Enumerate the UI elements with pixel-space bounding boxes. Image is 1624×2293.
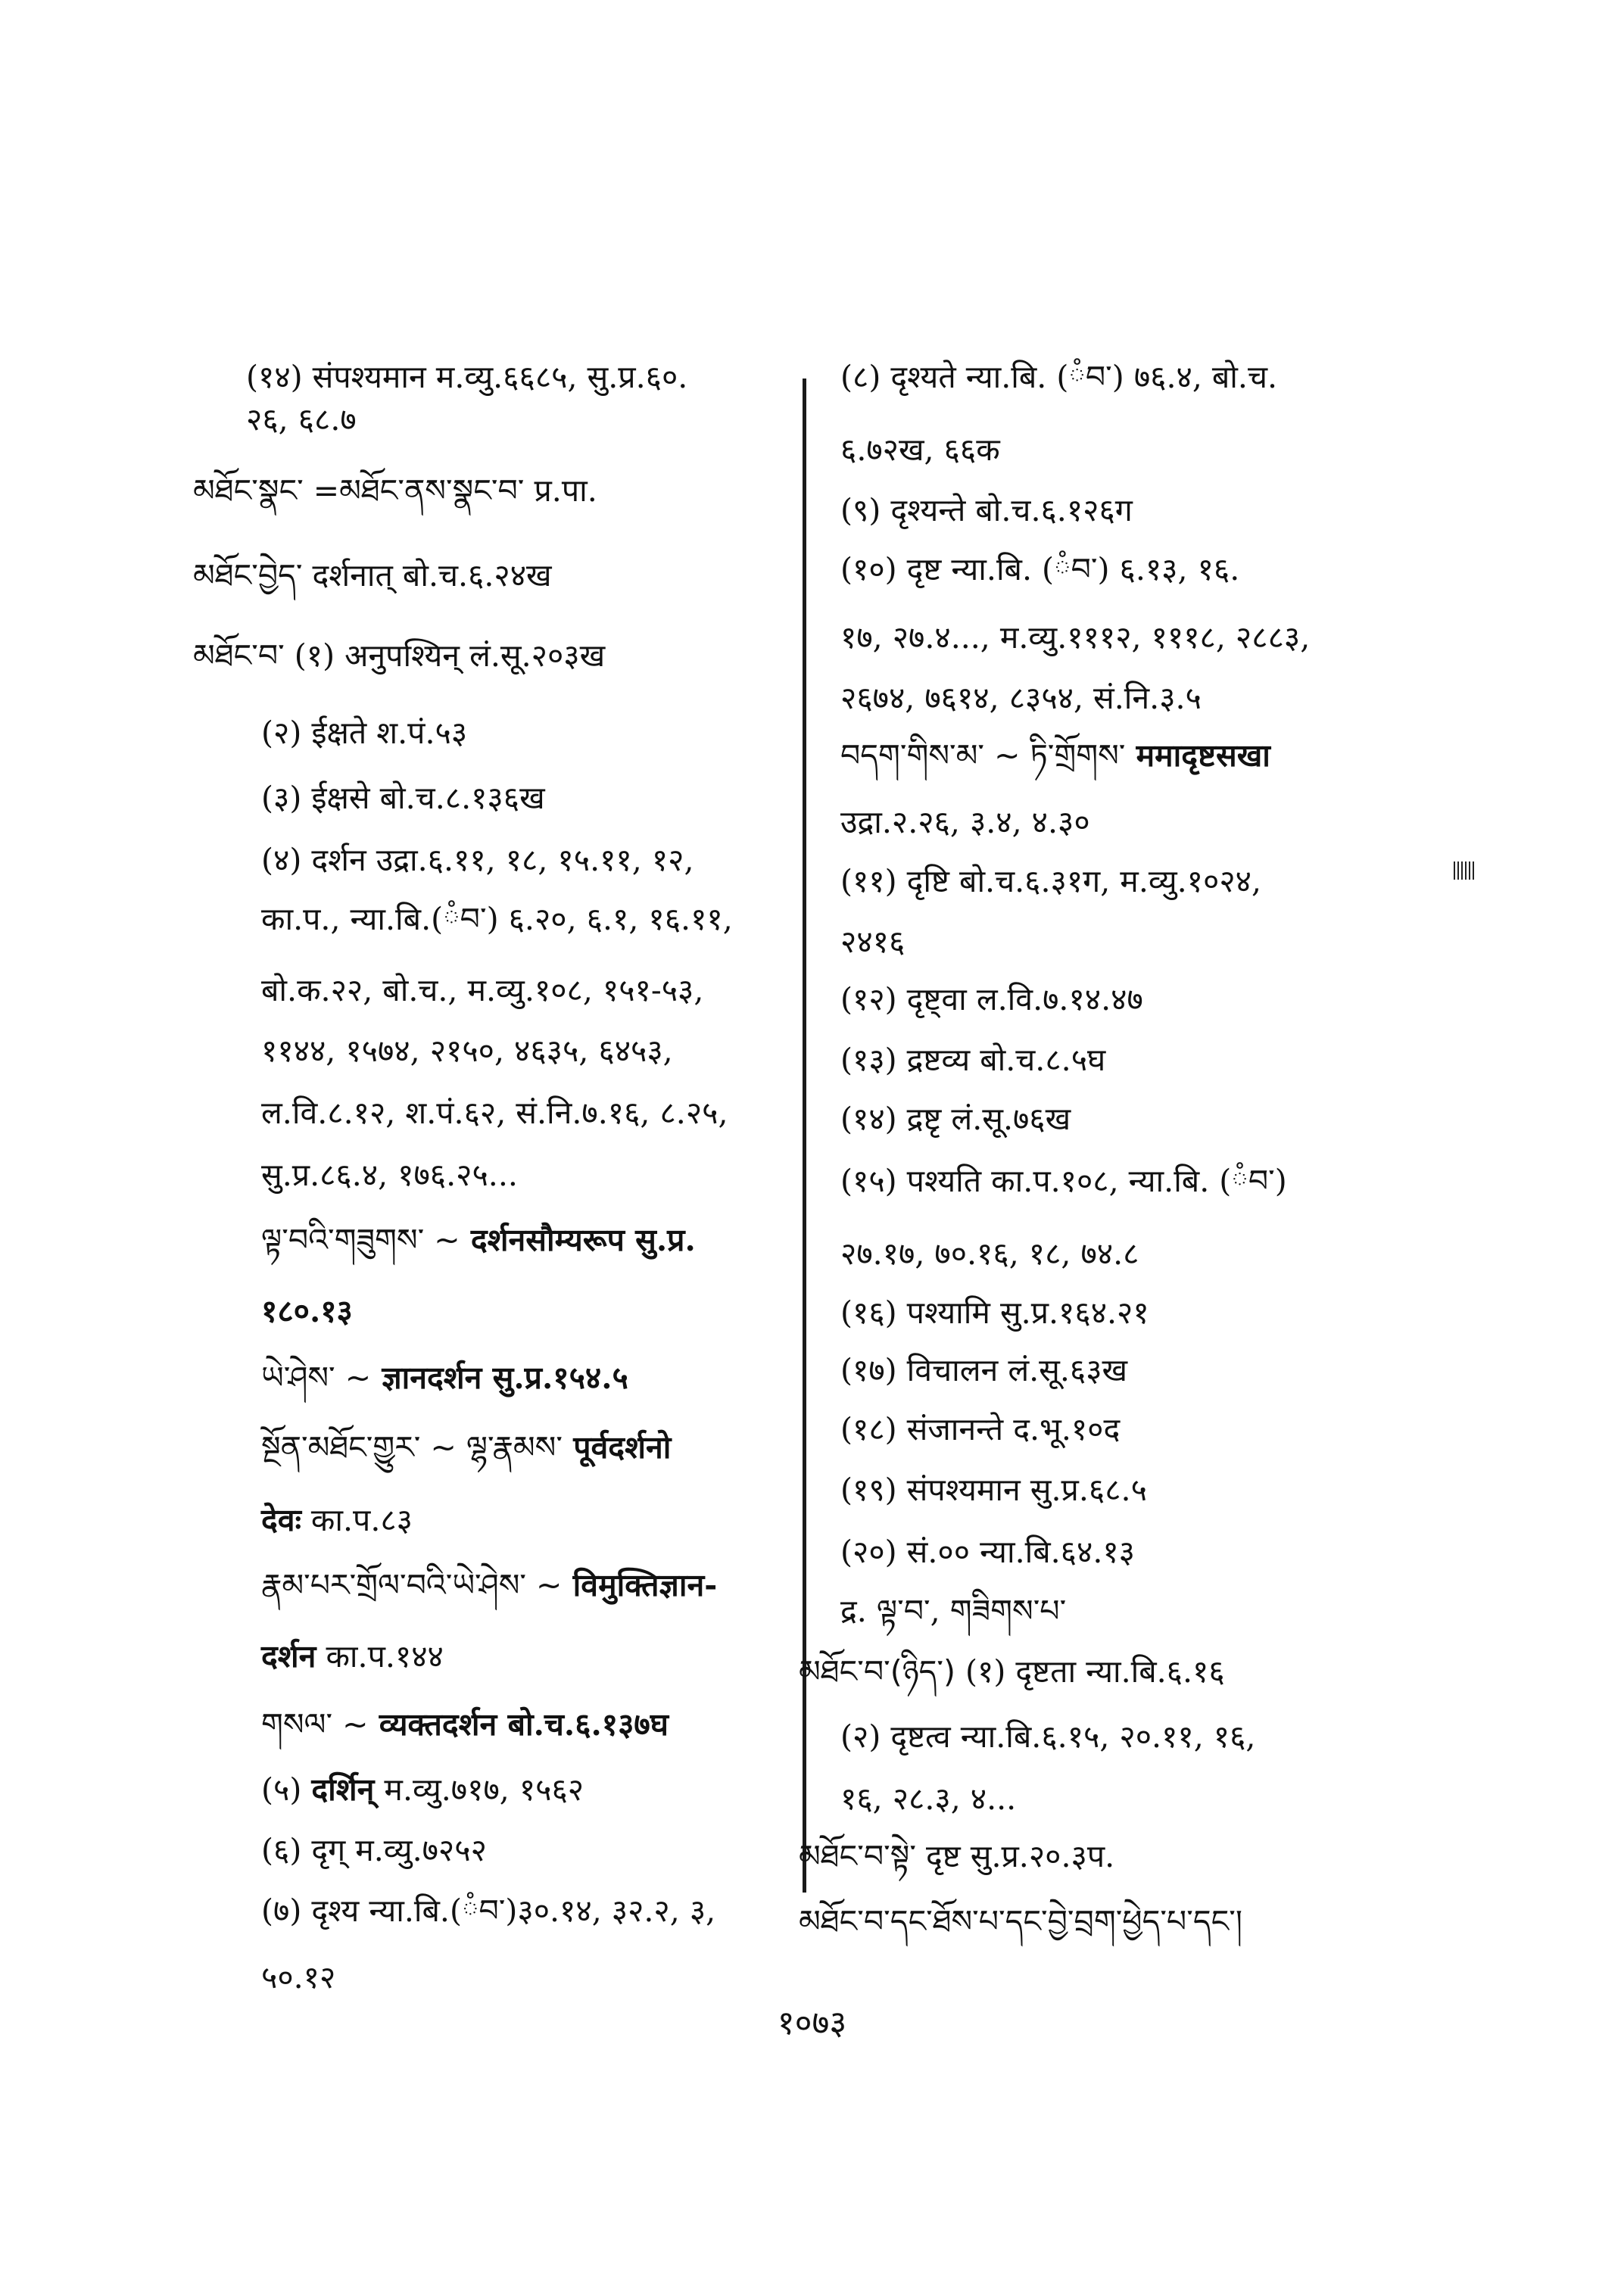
entry-line (840, 1534, 1135, 1570)
entry-text: २४१६ (840, 924, 906, 960)
entry-line (261, 1959, 336, 1995)
entry-text: (२) ईक्षते श.पं.५३ (261, 715, 468, 751)
entry-line (840, 680, 1202, 716)
entry-line (193, 472, 597, 509)
entry-text: ६.७२ख, ६६क (840, 431, 1000, 468)
entry-line (840, 1352, 1128, 1388)
entry-text: बो.क.२२, बो.च., म.व्यु.१०८, १५१-५३, (261, 972, 704, 1008)
entry-text: १६, २८.३, ४... (840, 1781, 1017, 1817)
sanskrit-equivalent: व्यक्तदर्शन बो.च.६.१३७घ (368, 1706, 669, 1743)
entry-line (261, 1293, 353, 1329)
entry-line (840, 431, 1000, 468)
entry-text: २६, ६८.७ (246, 401, 357, 438)
entry-line (261, 1502, 413, 1538)
entry-line (261, 1832, 487, 1868)
tibetan-headword: ཾབ་ (1068, 359, 1112, 395)
entry-text: (४) दर्शन उद्रा.६.११, १८, १५.११, १२, (261, 842, 694, 878)
entry-line (840, 1163, 1287, 1199)
entry-text: सु.प्र.८६.४, १७६.२५... (261, 1157, 518, 1193)
entry-line (840, 863, 1261, 899)
entry-line (840, 737, 1270, 774)
entry-line (261, 1222, 696, 1258)
entry-line (261, 1893, 716, 1929)
sanskrit-equivalent: पूर्वदर्शनो (562, 1429, 672, 1466)
entry-text: (१०) दृष्ट न्या.बि. ( (840, 551, 1055, 587)
entry-line (840, 1472, 1147, 1508)
entry-line (261, 1033, 673, 1069)
tibetan-headword: རྣམ་པར་གྲོལ་བའི་ཡེ་ཤེས་ ~ (261, 1567, 563, 1603)
entry-text: (११) दृष्टि बो.च.६.३१ग, म.व्यु.१०२४, (840, 863, 1261, 899)
entry-line (261, 1706, 669, 1743)
entry-line (246, 401, 357, 438)
entry-text: दृष्ट सु.प्र.२०.३प. (915, 1838, 1115, 1874)
entry-line (799, 1838, 1115, 1874)
tibetan-headword: མཐོང་བ་(ཉིད་) (799, 1653, 955, 1690)
entry-text: (३) ईक्षसे बो.च.८.१३६ख (261, 780, 545, 816)
entry-text: (१८) संजानन्ते द.भू.१०द (840, 1411, 1121, 1447)
entry-text: (६) दृग् म.व्यु.७२५२ (261, 1832, 487, 1868)
entry-text: ल.वि.८.१२, श.पं.६२, सं.नि.७.१६, ८.२५, (261, 1095, 728, 1131)
entry-text: (१) अनुपश्यिन् लं.सू.२०३ख (284, 637, 606, 674)
entry-text: का.प.८३ (301, 1502, 413, 1538)
entry-line (840, 551, 1240, 587)
entry-line (840, 804, 1090, 840)
entry-line (840, 1294, 1149, 1331)
entry-line (261, 715, 468, 751)
entry-line (261, 1360, 628, 1396)
entry-line (840, 981, 1143, 1017)
entry-line (840, 492, 1133, 528)
entry-line (246, 359, 688, 395)
tibetan-headword: ཾབ་ (1054, 551, 1098, 587)
entry-text: ) ६.२०, ६.१, १६.११, (486, 901, 733, 937)
entry-line (840, 619, 1311, 656)
entry-line (261, 842, 694, 878)
entry-text: (७) दृश्य न्या.बि.( (261, 1893, 462, 1929)
entry-text: ११४४, १५७४, २१५०, ४६३५, ६४५३, (261, 1033, 673, 1069)
tibetan-headword: ཾབ་ (461, 1893, 506, 1929)
tibetan-headword: ལྟ་བའི་གཟུགས་ ~ (261, 1222, 460, 1258)
entry-line (840, 1718, 1256, 1755)
entry-line (193, 557, 552, 594)
entry-text: ) ६.१३, १६. (1097, 551, 1240, 587)
entry-text: का.प., न्या.बि.( (261, 901, 444, 937)
entry-text: म.व्यु.७१७, १५६२ (374, 1771, 584, 1808)
entry-text: २७.१७, ७०.१६, १८, ७४.८ (840, 1235, 1139, 1272)
sanskrit-equivalent: १८०.१३ (261, 1293, 353, 1329)
entry-line (261, 1771, 584, 1808)
entry-line (840, 1411, 1121, 1447)
entry-line (840, 359, 1278, 395)
sanskrit-equivalent: दर्शनसौम्यरूप सु.प्र. (460, 1222, 696, 1258)
entry-line (261, 972, 704, 1008)
entry-text: २६७४, ७६१४, ८३५४, सं.नि.३.५ (840, 680, 1202, 716)
entry-text: (१४) द्रष्टृ लं.सू.७६ख (840, 1101, 1071, 1137)
sanskrit-equivalent: विमुक्तिज्ञान- (562, 1567, 718, 1603)
entry-text: ५०.१२ (261, 1959, 336, 1995)
entry-line (261, 1429, 672, 1466)
entry-line (261, 901, 733, 937)
entry-text: (१२) दृष्ट्वा ल.वि.७.१४.४७ (840, 981, 1143, 1017)
entry-text: )३०.१४, ३२.२, ३, (505, 1893, 716, 1929)
entry-line (840, 1101, 1071, 1137)
entry-text: दर्शनात् बो.च.६.२४ख (302, 557, 552, 594)
entry-line (840, 1235, 1139, 1272)
entry-text: द्र. (840, 1593, 877, 1629)
entry-text: (९) दृश्यन्ते बो.च.६.१२६ग (840, 492, 1133, 528)
sanskrit-equivalent: ममादृष्टसखा (1125, 737, 1270, 774)
tibetan-headword: མཐོང་བྱེད་ (193, 557, 303, 594)
entry-line (261, 1157, 518, 1193)
entry-text: (५) (261, 1771, 312, 1808)
entry-line (840, 1781, 1017, 1817)
scan-artifact-marks (1454, 861, 1476, 880)
tibetan-headword: མཐོང་བ་སྟེ་ (799, 1838, 916, 1874)
entry-text: प्र.पा. (524, 472, 597, 509)
tibetan-headword: བདག་གིས་མ་ ~ ཏི་གྲོགས་ (840, 737, 1126, 774)
sanskrit-equivalent: ज्ञानदर्शन सु.प्र.१५४.५ (371, 1360, 628, 1396)
tibetan-headword: མཐོང་སྣང་ =མཐོང་ནས་སྣང་བ་ (193, 472, 525, 509)
tibetan-headword: ཾབ་ (443, 901, 487, 937)
tibetan-headword: ཡེ་ཤེས་ ~ (261, 1360, 372, 1396)
entry-text: (१३) द्रष्टव्य बो.च.८.५घ (840, 1042, 1106, 1078)
entry-line (261, 1567, 718, 1603)
entry-text: (१६) पश्यामि सु.प्र.१६४.२१ (840, 1294, 1149, 1331)
sanskrit-equivalent: देवः (261, 1502, 301, 1538)
entry-text: (२०) सं.०० न्या.बि.६४.१३ (840, 1534, 1135, 1570)
tibetan-headword: ལྟ་བ་ (876, 1593, 930, 1629)
page-number: १०७३ (777, 2004, 847, 2042)
entry-line (261, 1095, 728, 1131)
tibetan-headword: སྔོན་མཐོང་གྱུར་ ~ ལྷ་རྣམས་ (261, 1429, 563, 1466)
tibetan-headword: གསལ་ ~ (261, 1706, 369, 1743)
entry-line (799, 1903, 1242, 1939)
entry-line (840, 1593, 1067, 1629)
entry-text: (१९) संपश्यमान सु.प्र.६८.५ (840, 1472, 1147, 1508)
entry-line (840, 924, 906, 960)
entry-text: (८) दृश्यते न्या.बि. ( (840, 359, 1069, 395)
entry-text: उद्रा.२.२६, ३.४, ४.३० (840, 804, 1090, 840)
tibetan-headword: གཟིགས་པ་ (949, 1593, 1067, 1629)
entry-line (193, 637, 606, 674)
entry-text: का.प.१४४ (316, 1638, 444, 1675)
sanskrit-equivalent: दर्शिन् (311, 1771, 375, 1808)
entry-text: (२) दृष्टत्व न्या.बि.६.१५, २०.११, १६, (840, 1718, 1256, 1755)
entry-text: (१५) पश्यति का.प.१०८, न्या.बि. ( (840, 1163, 1232, 1199)
entry-line (261, 1638, 444, 1675)
entry-text: १७, २७.४..., म.व्यु.१११२, १११८, २८८३, (840, 619, 1311, 656)
entry-line (840, 1042, 1106, 1078)
sanskrit-equivalent: दर्शन (261, 1638, 316, 1675)
entry-text: , (930, 1593, 950, 1629)
tibetan-headword: མཐོང་བ་དང་ཐོས་པ་དང་བྱེ་བྲག་ཕྱེད་པ་དང་། (799, 1903, 1242, 1939)
entry-text: (१७) विचालन लं.सू.६३ख (840, 1352, 1128, 1388)
entry-text: ) ७६.४, बो.च. (1111, 359, 1278, 395)
entry-text: (१) दृष्टता न्या.बि.६.१६ (955, 1653, 1225, 1690)
tibetan-headword: ཾབ་ (1231, 1163, 1275, 1199)
entry-line (261, 780, 545, 816)
entry-text: ) (1274, 1163, 1287, 1199)
entry-text: (१४) संपश्यमान म.व्यु.६६८५, सु.प्र.६०. (246, 359, 688, 395)
tibetan-headword: མཐོང་བ་ (193, 637, 285, 674)
entry-line (799, 1653, 1225, 1690)
